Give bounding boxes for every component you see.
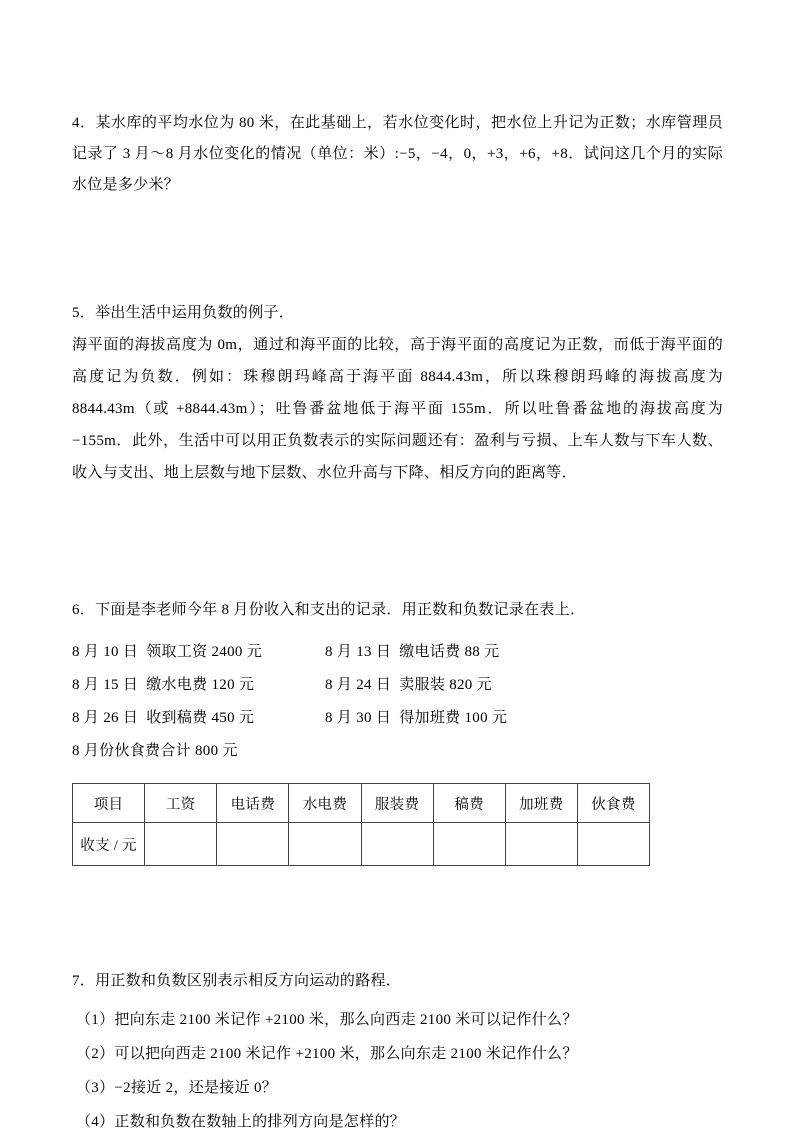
table-header-cell: 加班费 <box>505 784 577 823</box>
income-expense-table <box>72 783 650 866</box>
record-entry: 8 月 10 日 领取工资 2400 元 <box>72 644 263 660</box>
record-entry: 8 月 26 日 收到稿费 450 元 <box>72 710 255 726</box>
table-empty-cell <box>433 823 505 866</box>
question-4-text: 4．某水库的平均水位为 80 米，在此基础上，若水位变化时，把水位上升记为正数；水库管理员记录了 3 月～8 月水位变化的情况（单位：米）:−5，−4，0，+3，+6，+8．试问这几个月的实际水位是多少米？ <box>72 115 723 193</box>
question-6-records <box>72 636 723 768</box>
table-empty-cell <box>217 823 289 866</box>
record-row <box>72 669 723 702</box>
record-entry: 8 月 24 日 卖服装 820 元 <box>325 677 492 693</box>
table-header-cell: 项目 <box>73 784 145 823</box>
question-6-title: 6．下面是李老师今年 8 月份收入和支出的记录．用正数和负数记录在表上． <box>72 602 586 618</box>
table-header-row <box>73 784 650 823</box>
record-row <box>72 636 723 669</box>
question-7-item: （2）可以把向西走 2100 米记作 +2100 米，那么向东走 2100 米记作什么？ <box>76 1046 578 1062</box>
question-7-items <box>72 1003 723 1139</box>
table-empty-cell <box>577 823 649 866</box>
table-empty-cell <box>145 823 217 866</box>
table-header-cell: 伙食费 <box>577 784 649 823</box>
record-entry: 8 月 15 日 缴水电费 120 元 <box>72 677 255 693</box>
record-entry: 8 月 30 日 得加班费 100 元 <box>325 710 508 726</box>
table-header-cell: 稿费 <box>433 784 505 823</box>
table-row-label: 收支 / 元 <box>73 823 145 866</box>
question-7-item: （3）−2接近 2，还是接近 0？ <box>76 1080 278 1096</box>
record-entry: 8 月 13 日 缴电话费 88 元 <box>325 644 500 660</box>
question-5 <box>72 297 723 489</box>
question-7 <box>72 966 723 1139</box>
question-7-item: （1）把向东走 2100 米记作 +2100 米，那么向西走 2100 米可以记作什么？ <box>76 1012 578 1028</box>
question-5-title: 5．举出生活中运用负数的例子． <box>72 305 295 321</box>
question-7-title: 7．用正数和负数区别表示相反方向运动的路程． <box>72 973 402 989</box>
table-empty-cell <box>505 823 577 866</box>
question-5-body: 海平面的海拔高度为 0m，通过和海平面的比较，高于海平面的高度记为正数，而低于海平面的高度记为负数．例如：珠穆朗玛峰高于海平面 8844.43m，所以珠穆朗玛峰的海拔高度为 8844.43m（或 +8844.43m）；吐鲁番盆地低于海平面 155m．所以吐鲁番盆地的海拔高度为 −155m．此外，生活中可以用正负数表示的实际问题还有：盈利与亏损、上车人数与下车人数、收入与支出、地上层数与地下层数、水位升高与下降、相反方向的距离等． <box>72 337 723 481</box>
question-6 <box>72 595 723 866</box>
table-header-cell: 水电费 <box>289 784 361 823</box>
table-value-row <box>73 823 650 866</box>
record-entry: 8 月份伙食费合计 800 元 <box>72 743 238 759</box>
record-row <box>72 735 723 768</box>
table-header-cell: 电话费 <box>217 784 289 823</box>
table-empty-cell <box>289 823 361 866</box>
table-header-cell: 工资 <box>145 784 217 823</box>
table-empty-cell <box>361 823 433 866</box>
record-row <box>72 702 723 735</box>
question-7-item: （4）正数和负数在数轴上的排列方向是怎样的？ <box>76 1114 406 1130</box>
table-header-cell: 服装费 <box>361 784 433 823</box>
